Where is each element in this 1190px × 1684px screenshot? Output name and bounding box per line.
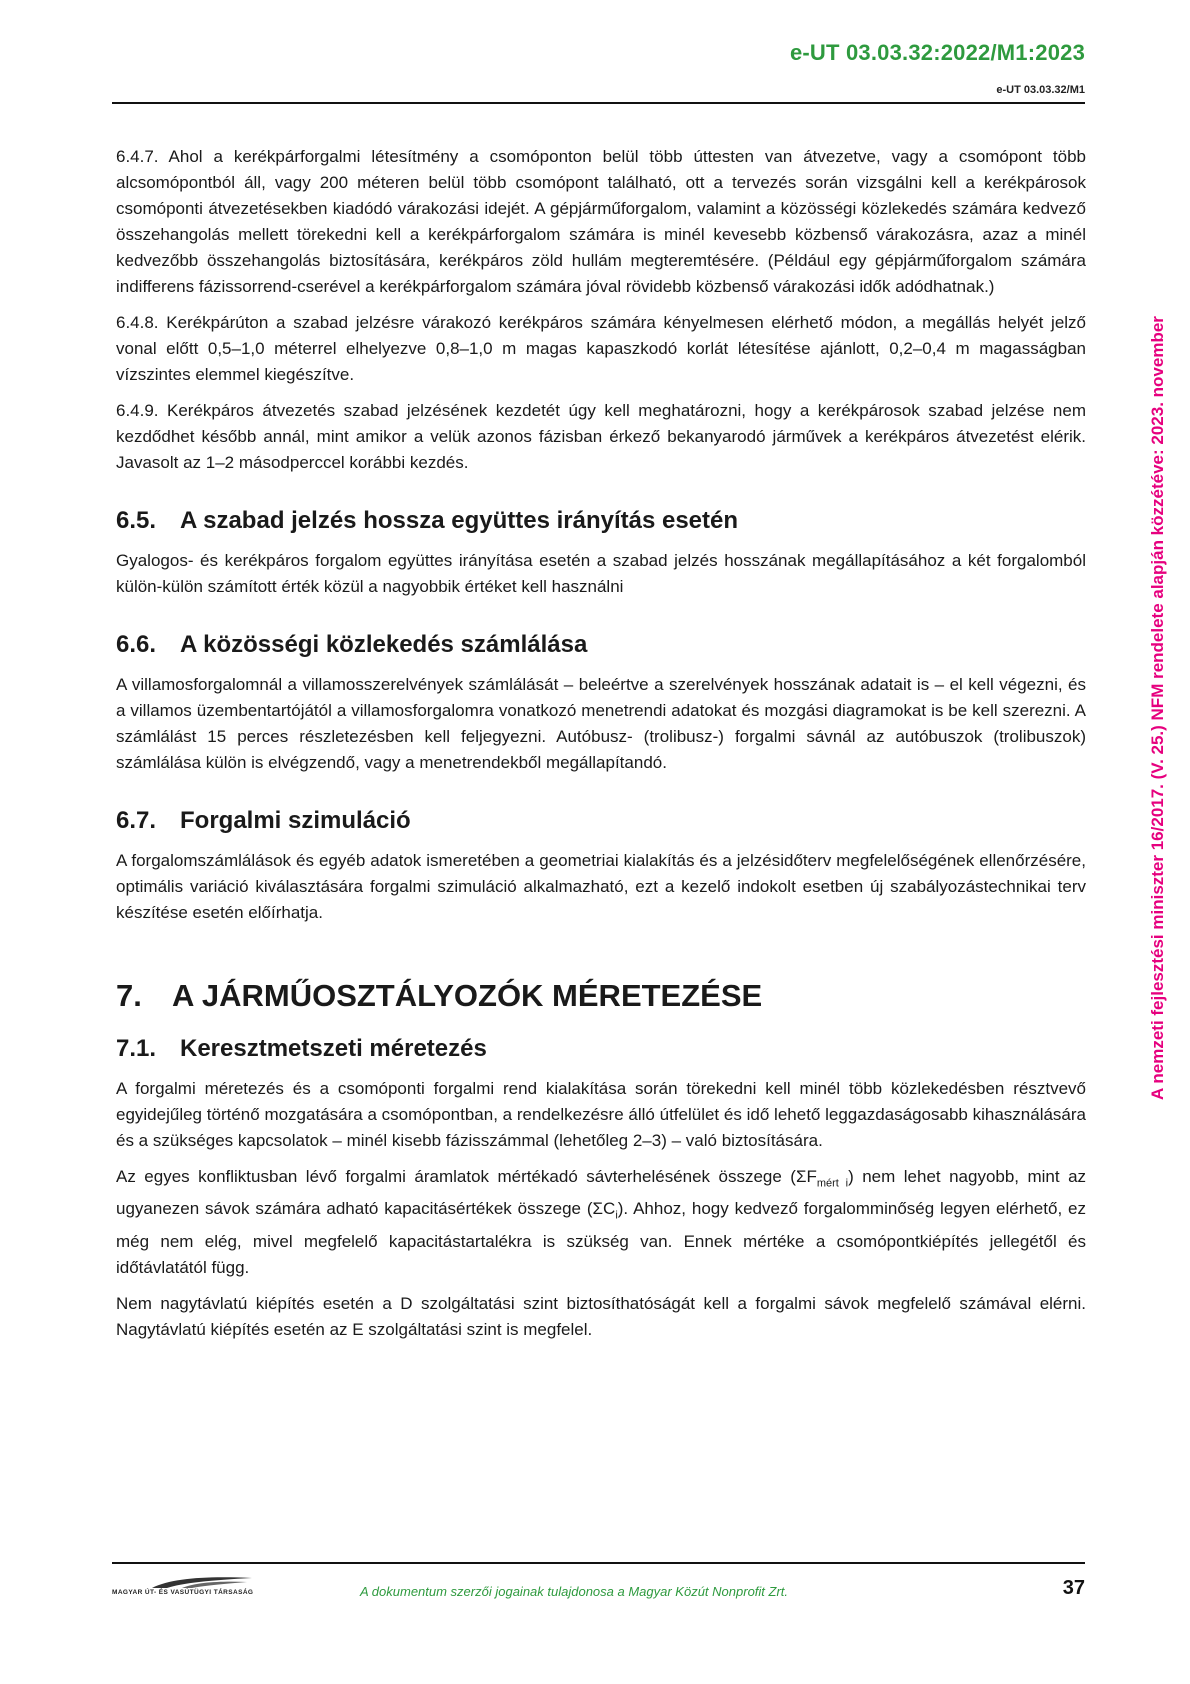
heading-6-7-title: Forgalmi szimuláció [180, 807, 411, 834]
paragraph-7-1-a: A forgalmi méretezés és a csomóponti forgalmi rend kialakítása során törekedni kell minél több közlekedésben résztvevő egyidejűleg történő mozgatására a csomópontban, a rendelkezésre álló útfelület és idő lehető leggazdaságosabb kihasználására és a szükséges kapcsolatok – minél kisebb fázisszámmal (lehetőleg 2–3) – való biztosítására. [116, 1079, 1086, 1150]
heading-6-6-number: 6.6. [116, 631, 157, 658]
paragraph-7-1-b-part1: Az egyes konfliktusban lévő forgalmi áramlatok mértékadó sávterhelésének összege (ΣF [116, 1167, 817, 1186]
page-content [116, 144, 1086, 1353]
bird-logo-icon [112, 1576, 262, 1590]
paragraph-6-4-8: 6.4.8. Kerékpárúton a szabad jelzésre várakozó kerékpáros számára kényelmesen elérhető módon, a megállás helyét jelző vonal előtt 0,5–1,0 méterrel elhelyezve 0,8–1,0 m magas kapaszkodó korlát létesítése ajánlott, 0,2–0,4 m magasságban vízszintes elemmel kiegészítve. [116, 313, 1086, 384]
paragraph-6-5: Gyalogos- és kerékpáros forgalom együttes irányítása esetén a szabad jelzés hosszának megállapításához a két forgalomból külön-külön számított érték közül a nagyobbik értéket kell használni [116, 551, 1086, 596]
paragraph-7-1-b-part3: ). Ahhoz, hogy kedvező forgalomminőség legyen elérhető, ez még nem elég, mivel megfelelő kapacitástartalékra is szükség van. Ennek mértéke a csomópontkiépítés jellegétől és időtávlatától függ. [116, 1199, 1086, 1277]
heading-6-5-number: 6.5. [116, 507, 157, 534]
footer-rule [112, 1562, 1085, 1564]
footer-logo-text: MAGYAR ÚT- ÉS VASÚTÜGYI TÁRSASÁG [112, 1589, 254, 1596]
paragraph-7-1-b [116, 1164, 1086, 1281]
header-rule [112, 102, 1085, 104]
heading-6-7-number: 6.7. [116, 807, 157, 834]
subscript-i: i [615, 1209, 618, 1222]
paragraph-6-4-9: 6.4.9. Kerékpáros átvezetés szabad jelzésének kezdetét úgy kell meghatározni, hogy a kerékpárosok szabad jelzése nem kezdődhet később annál, mint amikor a velük azonos fázisban érkező bekanyarodó járművek a kerékpáros átvezetést elérik. Javasolt az 1–2 másodperccel korábbi kezdés. [116, 401, 1086, 472]
heading-7-title: A JÁRMŰOSZTÁLYOZÓK MÉRETEZÉSE [172, 978, 763, 1013]
heading-6-5 [116, 506, 1086, 536]
paragraph-6-6: A villamosforgalomnál a villamosszerelvények számlálását – beleértve a szerelvények hosszának adatait is – el kell végezni, és a villamos üzembentartójától a villamosforgalomra vonatkozó menetrendi adatokat és mozgási diagramokat is be kell szerezni. A számlálást 15 perces részletezésben kell feljegyezni. Autóbusz- (trolibusz-) forgalmi sávnál az autóbuszok (trolibuszok) számlálása külön is elvégzendő, vagy a menetrendekből megállapítandó. [116, 675, 1086, 772]
paragraph-6-4-7: 6.4.7. Ahol a kerékpárforgalmi létesítmény a csomóponton belül több úttesten van átvezetve, vagy a csomópont több alcsomópontból áll, vagy 200 méteren belül több csomópont található, ott a tervezés során vizsgálni kell a kerékpárosok csomóponti átvezetésekben kiadódó várakozási idejét. A gépjárműforgalom, valamint a közösségi közlekedés számára kedvező összehangolás mellett törekedni kell a kerékpárforgalom számára is minél kevesebb közbenső várakozásra, azaz a minél kedvezőbb összehangolás biztosítására, kerékpáros zöld hullám megteremtésére. (Például egy gépjárműforgalom számára indifferens fázissorrend-cserével a kerékpárforgalom számára jóval rövidebb közbenső várakozási idők adódhatnak.) [116, 147, 1086, 296]
footer-copyright: A dokumentum szerzői jogainak tulajdonosa a Magyar Közút Nonprofit Zrt. [360, 1584, 789, 1599]
paragraph-7-1-b-part2: ) nem lehet nagyobb, mint az ugyanezen sávok számára adható kapacitásértékek összege (ΣC [116, 1167, 1087, 1219]
paragraph-6-7: A forgalomszámlálások és egyéb adatok ismeretében a geometriai kialakítás és a jelzésidőterv megfelelőségének ellenőrzésére, optimális variáció kiválasztására forgalmi szimuláció alkalmazható, ezt a kezelő indokolt esetben új szabályozástechnikai terv készítése esetén előírhatja. [116, 851, 1086, 922]
heading-7-1-number: 7.1. [116, 1035, 157, 1062]
subscript-mert-i: mért i [816, 1177, 849, 1190]
doc-subcode: e-UT 03.03.32/M1 [996, 84, 1085, 96]
heading-6-5-title: A szabad jelzés hossza együttes irányítás esetén [180, 507, 739, 534]
heading-6-7 [116, 806, 1086, 836]
side-publication-note: A nemzeti fejlesztési miniszter 16/2017. (V. 25.) NFM rendelete alapján közzétéve: 2023. november [1148, 316, 1167, 1100]
heading-7-1 [116, 1034, 1086, 1064]
page-number: 37 [1062, 1577, 1085, 1599]
heading-6-6-title: A közösségi közlekedés számlálása [180, 631, 588, 658]
heading-7 [116, 976, 1086, 1016]
doc-code: e-UT 03.03.32:2022/M1:2023 [789, 40, 1085, 65]
paragraph-7-1-c: Nem nagytávlatú kiépítés esetén a D szolgáltatási szint biztosíthatóságát kell a forgalmi sávok megfelelő számával elérni. Nagytávlatú kiépítés esetén az E szolgáltatási szint is megfelel. [116, 1293, 1086, 1339]
footer-logo [112, 1578, 260, 1598]
heading-6-6 [116, 630, 1086, 660]
heading-7-number: 7. [116, 978, 142, 1013]
heading-7-1-title: Keresztmetszeti méretezés [180, 1035, 487, 1062]
